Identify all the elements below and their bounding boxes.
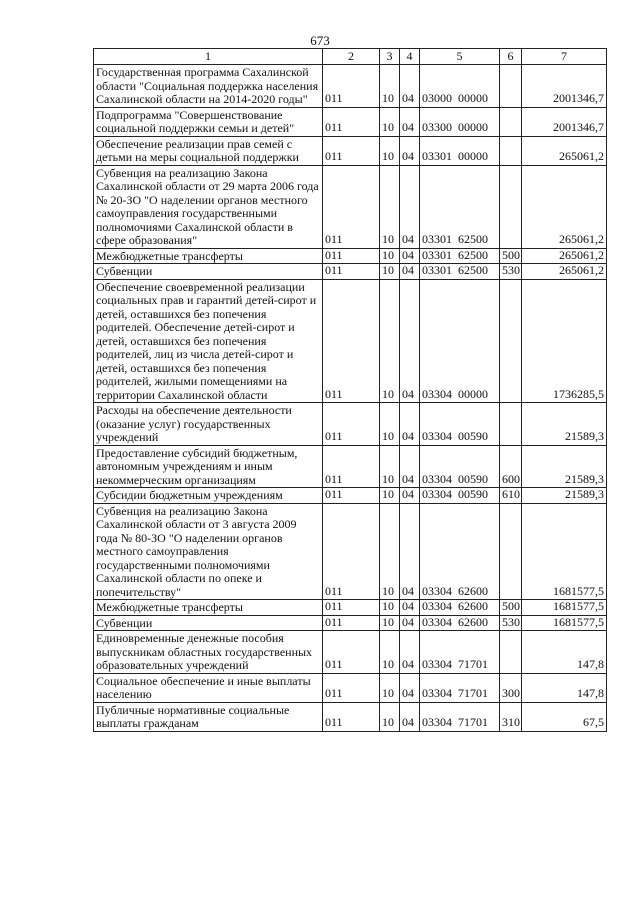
row-expense-type: 310 — [500, 702, 522, 731]
row-target-code: 03304 71701 — [420, 673, 500, 702]
table-row — [94, 264, 607, 280]
row-name: Социальное обеспечение и иные выплаты населению — [94, 673, 323, 702]
row-code-admin: 011 — [323, 702, 380, 731]
row-target-code: 03301 62500 — [420, 165, 500, 248]
header-row — [94, 49, 607, 65]
row-name: Субвенции — [94, 264, 323, 280]
table-row — [94, 445, 607, 488]
row-expense-type — [500, 403, 522, 446]
table-row — [94, 702, 607, 731]
row-code-subsection: 04 — [400, 631, 420, 674]
row-amount: 265061,2 — [522, 264, 607, 280]
row-code-admin: 011 — [323, 165, 380, 248]
row-target-code: 03000 00000 — [420, 65, 500, 108]
row-code-subsection: 04 — [400, 264, 420, 280]
row-code-admin: 011 — [323, 65, 380, 108]
row-name: Межбюджетные трансферты — [94, 600, 323, 616]
row-amount: 1681577,5 — [522, 503, 607, 600]
table-row — [94, 65, 607, 108]
page-number: 673 — [310, 33, 330, 48]
row-target-code: 03301 62500 — [420, 264, 500, 280]
row-expense-type: 600 — [500, 445, 522, 488]
row-amount: 67,5 — [522, 702, 607, 731]
table-row — [94, 631, 607, 674]
table-row — [94, 136, 607, 165]
row-code-section: 10 — [380, 488, 400, 504]
row-name: Предоставление субсидий бюджетным, автономным учреждениям и иным некоммерческим организациям — [94, 445, 323, 488]
row-name: Межбюджетные трансферты — [94, 248, 323, 264]
row-expense-type — [500, 503, 522, 600]
header-cell: 7 — [522, 49, 607, 65]
row-code-admin: 011 — [323, 615, 380, 631]
row-code-section: 10 — [380, 600, 400, 616]
row-amount: 265061,2 — [522, 248, 607, 264]
row-target-code: 03304 71701 — [420, 631, 500, 674]
row-code-subsection: 04 — [400, 403, 420, 446]
row-expense-type: 530 — [500, 615, 522, 631]
table-row — [94, 107, 607, 136]
row-name: Субвенция на реализацию Закона Сахалинской области от 29 марта 2006 года № 20-ЗО "О наделении органов местного самоуправления государственными полномочиями Сахалинской области в сфере образования" — [94, 165, 323, 248]
row-expense-type: 610 — [500, 488, 522, 504]
row-amount: 21589,3 — [522, 403, 607, 446]
table-row — [94, 248, 607, 264]
row-code-section: 10 — [380, 136, 400, 165]
row-code-admin: 011 — [323, 403, 380, 446]
row-target-code: 03304 00590 — [420, 445, 500, 488]
row-name: Публичные нормативные социальные выплаты гражданам — [94, 702, 323, 731]
row-expense-type: 300 — [500, 673, 522, 702]
row-amount: 2001346,7 — [522, 65, 607, 108]
row-code-admin: 011 — [323, 107, 380, 136]
row-code-subsection: 04 — [400, 615, 420, 631]
row-expense-type — [500, 165, 522, 248]
row-code-section: 10 — [380, 702, 400, 731]
row-name: Субвенция на реализацию Закона Сахалинской области от 3 августа 2009 года № 80-ЗО "О наделении органов местного самоуправления государственными полномочиями Сахалинской области по опеке и попечительству" — [94, 503, 323, 600]
row-name: Субсидии бюджетным учреждениям — [94, 488, 323, 504]
table-row — [94, 615, 607, 631]
row-target-code: 03304 00590 — [420, 403, 500, 446]
row-name: Расходы на обеспечение деятельности (оказание услуг) государственных учреждений — [94, 403, 323, 446]
row-code-section: 10 — [380, 248, 400, 264]
row-expense-type: 500 — [500, 600, 522, 616]
row-code-section: 10 — [380, 673, 400, 702]
row-code-subsection: 04 — [400, 248, 420, 264]
row-code-admin: 011 — [323, 631, 380, 674]
table-row — [94, 503, 607, 600]
row-name: Государственная программа Сахалинской области "Социальная поддержка населения Сахалинской области на 2014-2020 годы" — [94, 65, 323, 108]
row-code-section: 10 — [380, 445, 400, 488]
row-code-subsection: 04 — [400, 65, 420, 108]
row-amount: 1736285,5 — [522, 279, 607, 403]
row-code-subsection: 04 — [400, 503, 420, 600]
row-amount: 21589,3 — [522, 488, 607, 504]
row-amount: 265061,2 — [522, 165, 607, 248]
table-row — [94, 165, 607, 248]
row-amount: 1681577,5 — [522, 615, 607, 631]
row-code-admin: 011 — [323, 503, 380, 600]
table-row — [94, 488, 607, 504]
row-amount: 21589,3 — [522, 445, 607, 488]
row-target-code: 03300 00000 — [420, 107, 500, 136]
row-amount: 1681577,5 — [522, 600, 607, 616]
row-amount: 265061,2 — [522, 136, 607, 165]
row-code-section: 10 — [380, 107, 400, 136]
row-code-section: 10 — [380, 615, 400, 631]
row-code-admin: 011 — [323, 488, 380, 504]
row-expense-type — [500, 136, 522, 165]
table-row — [94, 673, 607, 702]
row-code-admin: 011 — [323, 136, 380, 165]
table-row — [94, 403, 607, 446]
row-code-subsection: 04 — [400, 702, 420, 731]
row-name: Обеспечение реализации прав семей с детьми на меры социальной поддержки — [94, 136, 323, 165]
row-code-subsection: 04 — [400, 165, 420, 248]
row-target-code: 03304 71701 — [420, 702, 500, 731]
row-amount: 147,8 — [522, 673, 607, 702]
row-code-section: 10 — [380, 631, 400, 674]
row-code-admin: 011 — [323, 264, 380, 280]
header-cell: 1 — [94, 49, 323, 65]
row-target-code: 03304 62600 — [420, 600, 500, 616]
row-code-admin: 011 — [323, 445, 380, 488]
header-cell: 3 — [380, 49, 400, 65]
row-code-section: 10 — [380, 503, 400, 600]
row-code-subsection: 04 — [400, 488, 420, 504]
row-target-code: 03301 62500 — [420, 248, 500, 264]
row-code-section: 10 — [380, 264, 400, 280]
row-expense-type — [500, 631, 522, 674]
header-cell: 2 — [323, 49, 380, 65]
row-expense-type: 530 — [500, 264, 522, 280]
row-code-subsection: 04 — [400, 107, 420, 136]
row-expense-type — [500, 279, 522, 403]
row-code-subsection: 04 — [400, 136, 420, 165]
table-row — [94, 279, 607, 403]
row-target-code: 03304 62600 — [420, 615, 500, 631]
row-code-section: 10 — [380, 165, 400, 248]
budget-table — [93, 48, 607, 732]
row-target-code: 03301 00000 — [420, 136, 500, 165]
row-code-subsection: 04 — [400, 445, 420, 488]
row-name: Субвенции — [94, 615, 323, 631]
row-code-admin: 011 — [323, 673, 380, 702]
row-expense-type — [500, 65, 522, 108]
row-code-admin: 011 — [323, 600, 380, 616]
row-target-code: 03304 00000 — [420, 279, 500, 403]
row-name: Единовременные денежные пособия выпускникам областных государственных образовательных учреждений — [94, 631, 323, 674]
row-expense-type — [500, 107, 522, 136]
row-expense-type: 500 — [500, 248, 522, 264]
row-code-admin: 011 — [323, 248, 380, 264]
row-code-subsection: 04 — [400, 279, 420, 403]
row-code-subsection: 04 — [400, 600, 420, 616]
header-cell: 6 — [500, 49, 522, 65]
table-row — [94, 600, 607, 616]
row-code-admin: 011 — [323, 279, 380, 403]
row-code-section: 10 — [380, 403, 400, 446]
row-code-subsection: 04 — [400, 673, 420, 702]
header-cell: 4 — [400, 49, 420, 65]
row-code-section: 10 — [380, 279, 400, 403]
row-amount: 2001346,7 — [522, 107, 607, 136]
row-amount: 147,8 — [522, 631, 607, 674]
row-target-code: 03304 62600 — [420, 503, 500, 600]
row-name: Подпрограмма "Совершенствование социальной поддержки семьи и детей" — [94, 107, 323, 136]
row-target-code: 03304 00590 — [420, 488, 500, 504]
header-cell: 5 — [420, 49, 500, 65]
row-code-section: 10 — [380, 65, 400, 108]
row-name: Обеспечение своевременной реализации социальных прав и гарантий детей-сирот и детей, оставшихся без попечения родителей. Обеспечение детей-сирот и детей, оставшихся без попечения родителей, лиц из числа детей-сирот и детей, оставшихся без попечения родителей, жилыми помещениями на территории Сахалинской области — [94, 279, 323, 403]
